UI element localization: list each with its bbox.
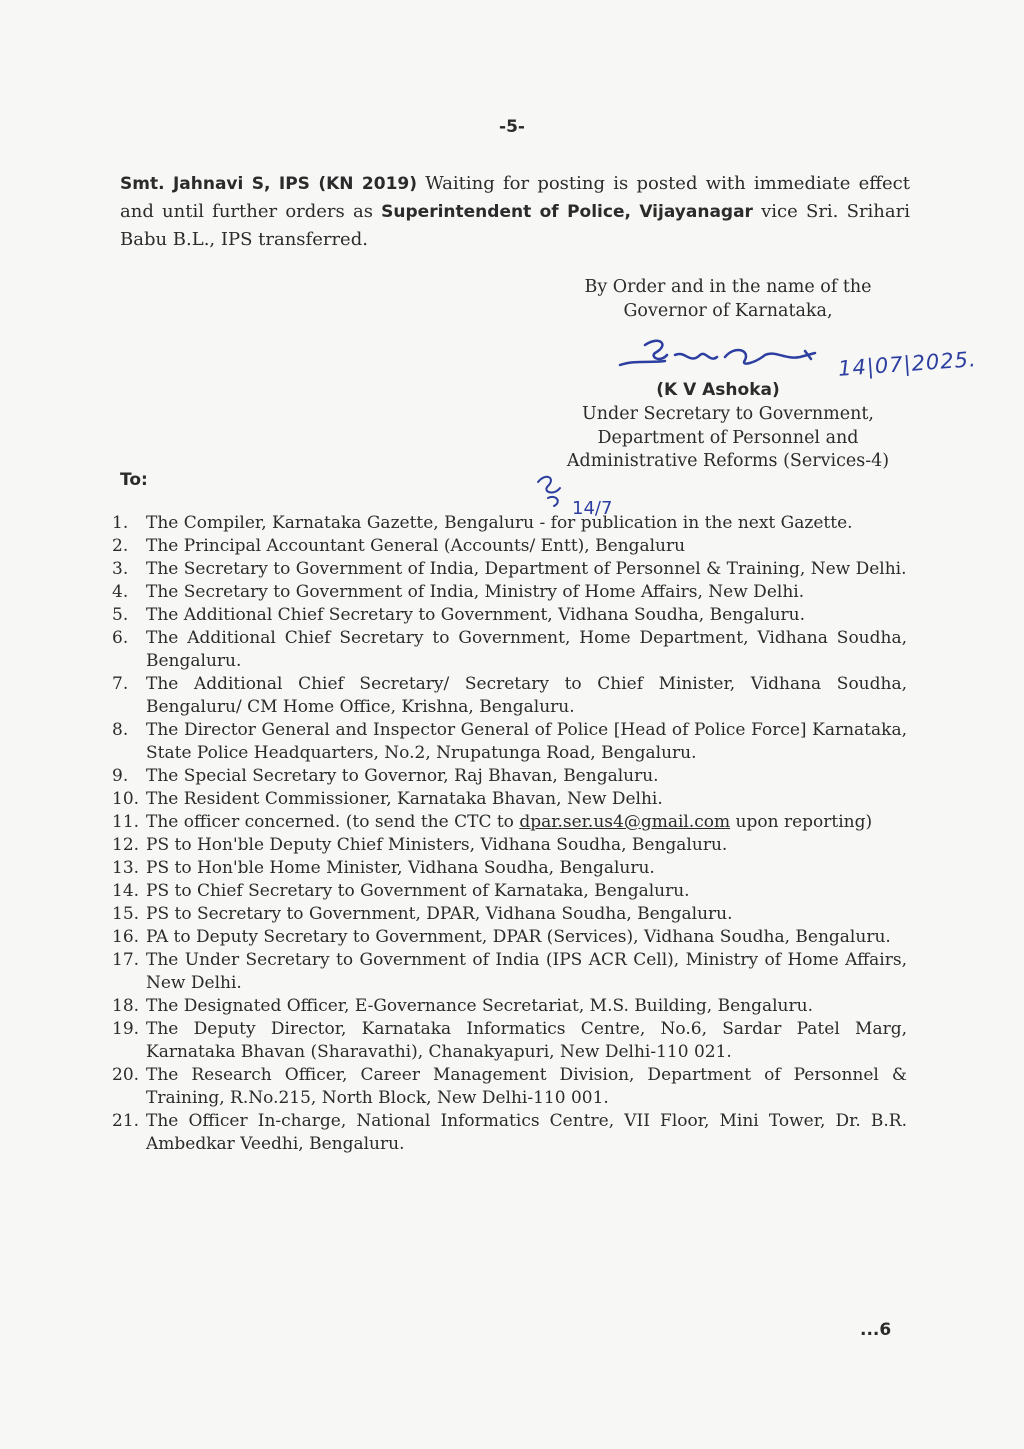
item-number: 3. [112,559,129,579]
item-text: The Designated Officer, E-Governance Secretariat, M.S. Building, Bengaluru. [146,996,813,1016]
item-number: 13. [112,858,140,878]
item-text: The Special Secretary to Governor, Raj Bhavan, Bengaluru. [146,766,659,786]
list-item [112,1064,907,1110]
item-text: The Resident Commissioner, Karnataka Bhavan, New Delhi. [146,789,663,809]
item-text: The Secretary to Government of India, Ministry of Home Affairs, New Delhi. [146,582,805,602]
list-item [112,627,907,673]
item-text: The Additional Chief Secretary/ Secretary to Chief Minister, Vidhana Soudha, Bengaluru/ CM Home Office, Krishna, Bengaluru. [146,674,907,717]
item-text: The Secretary to Government of India, Department of Personnel & Training, New Delhi. [146,559,907,579]
list-item [112,811,907,834]
item-number: 6. [112,628,129,648]
item-text: The Additional Chief Secretary to Government, Vidhana Soudha, Bengaluru. [146,605,805,625]
item-text: PA to Deputy Secretary to Government, DPAR (Services), Vidhana Soudha, Bengaluru. [146,927,891,947]
item-text: The Director General and Inspector General of Police [Head of Police Force] Karnataka, State Police Headquarters, No.2, Nrupatunga Road, Bengaluru. [146,720,907,763]
item-text: The Additional Chief Secretary to Government, Home Department, Vidhana Soudha, Bengaluru. [146,628,907,671]
item-text: PS to Hon'ble Home Minister, Vidhana Soudha, Bengaluru. [146,858,655,878]
list-item [112,1110,907,1156]
item-text-after: upon reporting) [730,812,873,832]
list-item [112,788,907,811]
item-number: 16. [112,927,140,947]
list-item [112,880,907,903]
distribution-list [112,512,907,1156]
continuation-marker: ...6 [860,1320,892,1340]
item-number: 18. [112,996,140,1016]
order-line-2: Governor of Karnataka, [623,301,833,321]
designation-line: Under Secretary to Government, [582,404,874,424]
item-text: PS to Secretary to Government, DPAR, Vidhana Soudha, Bengaluru. [146,904,733,924]
item-number: 14. [112,881,140,901]
list-item [112,857,907,880]
order-block [548,275,908,323]
item-number: 11. [112,812,140,832]
item-number: 2. [112,536,129,556]
list-item [112,995,907,1018]
item-text: PS to Chief Secretary to Government of Karnataka, Bengaluru. [146,881,690,901]
posting-paragraph [120,170,910,253]
signature-date: 14|07|2025. [837,347,978,381]
list-item [112,903,907,926]
email-link[interactable]: dpar.ser.us4@gmail.com [519,812,731,832]
list-item [112,604,907,627]
item-number: 5. [112,605,129,625]
item-text: The Deputy Director, Karnataka Informatics Centre, No.6, Sardar Patel Marg, Karnataka Bhavan (Sharavathi), Chanakyapuri, New Delhi-110 021. [146,1019,907,1062]
list-item [112,512,907,535]
item-text: PS to Hon'ble Deputy Chief Ministers, Vidhana Soudha, Bengaluru. [146,835,728,855]
item-number: 20. [112,1065,140,1085]
designation-line: Administrative Reforms (Services-4) [566,451,890,471]
item-text [146,811,907,834]
list-item [112,581,907,604]
item-text: The Under Secretary to Government of India (IPS ACR Cell), Ministry of Home Affairs, New Delhi. [146,950,907,993]
posting-text-1: Waiting for posting is posted with immediate effect and until further orders as [120,173,910,222]
initial-date: 14/7 [572,498,613,519]
list-item [112,1018,907,1064]
to-label: To: [120,470,148,490]
officer-name: Smt. Jahnavi S, IPS (KN 2019) [120,174,418,194]
designation-block [548,403,908,474]
list-item [112,535,907,558]
list-item [112,719,907,765]
item-number: 12. [112,835,140,855]
item-number: 8. [112,720,129,740]
item-number: 4. [112,582,129,602]
order-line-1: By Order and in the name of the [584,277,872,297]
item-number: 21. [112,1111,140,1131]
posting-text-2: vice Sri. Srihari Babu B.L., IPS transferred. [120,201,910,250]
post-title: Superintendent of Police, Vijayanagar [381,202,753,222]
item-text: The Officer In-charge, National Informatics Centre, VII Floor, Mini Tower, Dr. B.R. Ambedkar Veedhi, Bengaluru. [146,1111,907,1154]
list-item [112,765,907,788]
item-number: 10. [112,789,140,809]
item-text: The Research Officer, Career Management Division, Department of Personnel & Training, R.No.215, North Block, New Delhi-110 001. [146,1065,907,1108]
list-item [112,926,907,949]
item-text: The Compiler, Karnataka Gazette, Bengaluru - for publication in the next Gazette. [146,513,853,533]
item-number: 19. [112,1019,140,1039]
list-item [112,949,907,995]
item-number: 17. [112,950,140,970]
item-number: 1. [112,513,129,533]
item-number: 7. [112,674,129,694]
designation-line: Department of Personnel and [597,427,859,448]
item-number: 15. [112,904,140,924]
item-text: The Principal Accountant General (Accounts/ Entt), Bengaluru [146,536,686,556]
list-item [112,834,907,857]
signer-name: (K V Ashoka) [656,380,780,400]
page-number: -5- [499,117,525,137]
list-item [112,673,907,719]
list-item [112,558,907,581]
item-number: 9. [112,766,129,786]
item-text-before: The officer concerned. (to send the CTC to [146,812,520,832]
